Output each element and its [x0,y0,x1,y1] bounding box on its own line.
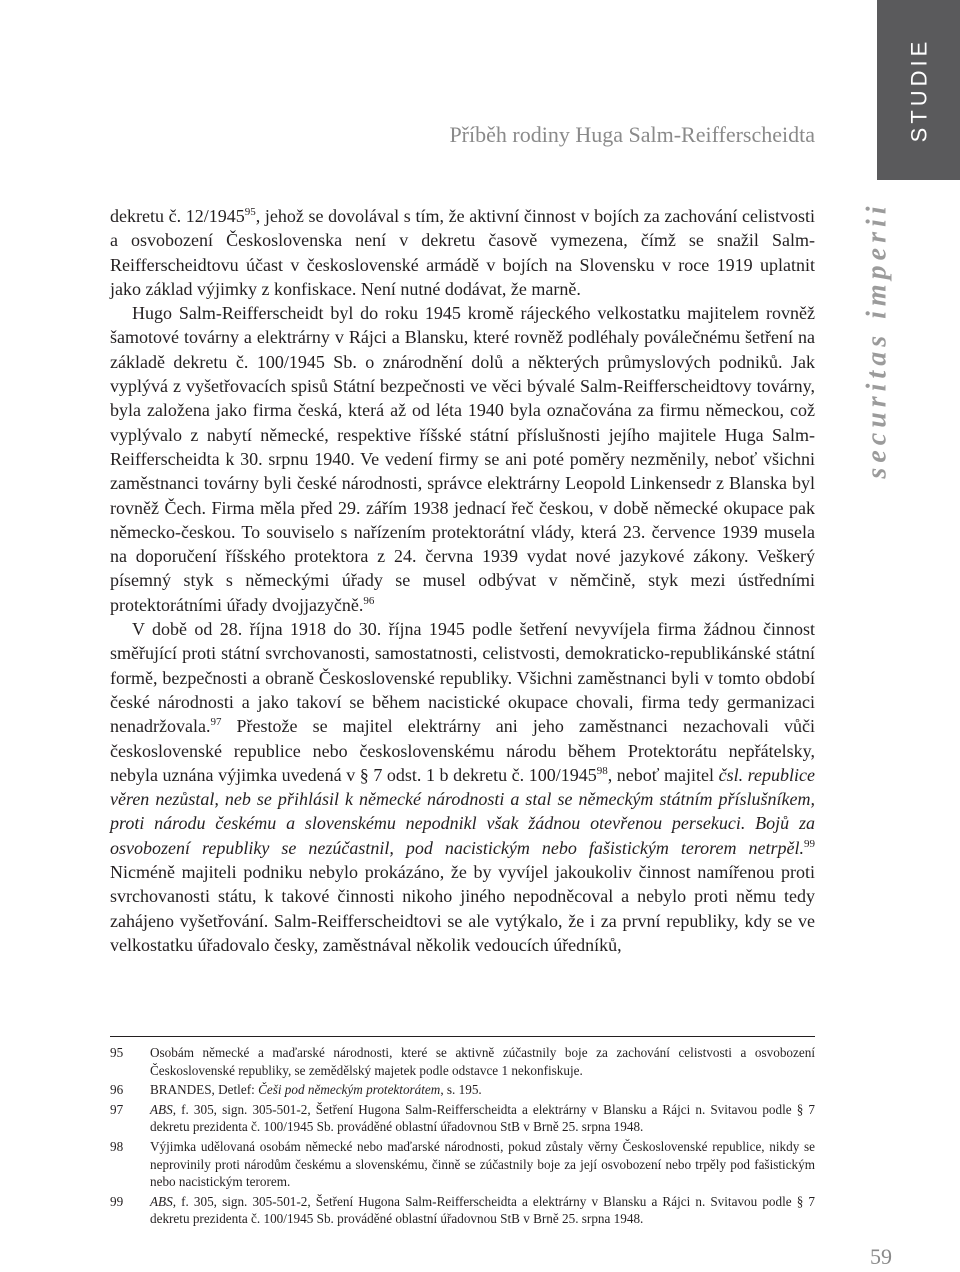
paragraph-text: dekretu č. 12/1945 [110,206,245,226]
quotation: čsl. republice věren nezůstal, neb se přihlásil k německé národnosti a stal se německým státním příslušníkem, proti národu českému a slovenskému nepodnikl však žádnou otevřenou persekuci. Bojů za osvobození republiky se nezúčastnil, pod nacistickým nebo fašistickým terorem netrpěl. [110,764,815,858]
footnote-95 [110,1044,815,1079]
footnote-text [150,1138,815,1191]
footnote-text [150,1044,815,1079]
journal-title-text: securitas imperii [862,201,893,479]
footnote-body: , f. 305, sign. 305-501-2, Šetření Hugona Salm-Reifferscheidta a elektrárny v Blansku a Rájci n. Svitavou podle § 7 dekretu prezidenta č. 100/1945 Sb. prováděné oblastní úřadovnou StB v Brně 25. srpna 1948. [150,1101,815,1135]
footnote-archive: ABS [150,1193,173,1209]
running-title: Příběh rodiny Huga Salm-Reifferscheidta [449,122,815,147]
footnote-text [150,1081,815,1099]
paragraph-text: Nicméně majiteli podniku nebylo prokázáno, že by vyvíjel jakoukoliv činnost namířenou proti svrchovanosti státu, k takové činnosti nikoho jiného nepodněcoval a nebylo proti němu tedy zahájeno vyšetřování. Salm-Reifferscheidtovi se ale vytýkalo, že i za první republiky, kdy se ve velkostatku úřadovalo česky, zaměstnával několik vedoucích úředníků, [110,862,815,955]
footnote-96 [110,1081,815,1099]
footnote-ref-95[interactable]: 95 [244,206,256,218]
footnote-number: 96 [110,1082,124,1098]
footnote-97 [110,1101,815,1136]
footnote-98 [110,1138,815,1191]
paragraph-text: Přestože se majitel elektrárny ani jeho zaměstnanci nezachovali vůči československé republice nebo československému národu během Protektorátu nepřátelsky, nebyla uznána výjimka uvedená v § 7 odst. 1 b dekretu č. 100/1945 [110,716,815,785]
footnote-text [150,1193,815,1228]
footnote-body: , s. 195. [440,1082,482,1098]
footnote-body: Osobám německé a maďarské národnosti, které se aktivně zúčastnily boje za zachování celistvosti a osvobození Československé republiky, se zemědělský majetek podle odstavce 1 nekonfiskuje. [150,1045,815,1078]
footnote-ref-99[interactable]: 99 [804,837,815,850]
footnote-body: BRANDES, Detlef: [150,1082,259,1098]
footnote-archive: ABS [150,1101,173,1117]
footnote-ref-97[interactable]: 97 [210,716,222,729]
footnote-body: , f. 305, sign. 305-501-2, Šetření Hugona Salm-Reifferscheidta a elektrárny v Blansku a Rájci n. Svitavou podle § 7 dekretu prezidenta č. 100/1945 Sb. prováděné oblastní úřadovnou StB v Brně 25. srpna 1948. [150,1193,815,1227]
footnote-book-title: Češi pod německým protektorátem [258,1082,441,1098]
footnote-body: Výjimka udělovaná osobám německé nebo maďarské národnosti, pokud zůstaly věrny Československé republice, nikdy se neprovinily proti národům českému a slovenskému, činně se zúčastnily boje za její osvobození nebo trpěly pod fašistickým nebo nacistickým terorem. [150,1138,815,1190]
paragraph-3 [110,617,815,957]
footnote-text [150,1101,815,1136]
section-label-text: STUDIE [906,37,931,143]
footnote-number: 99 [110,1193,124,1209]
paragraph-2 [110,301,815,617]
journal-title [848,190,908,490]
footnote-number: 95 [110,1045,124,1060]
footnote-ref-96[interactable]: 96 [363,594,375,607]
paragraph-text: , jehož se dovolával s tím, že aktivní činnost v bojích za zachování celistvosti a osvobození Československa není v dekretu časově vymezena, čímž se snažil Salm-Reifferscheidtovu účast v československé armádě v bojích na Slovensku v roce 1919 uplatnit jako základ výjimky z konfiskace. Není nutné dodávat, že marně. [110,206,815,299]
page-number: 59 [870,1244,892,1269]
paragraph-text: Hugo Salm-Reifferscheidt byl do roku 1945 kromě rájeckého velkostatku majitelem rovněž šamotové továrny a elektrárny v Rájci a Blansku, které rovněž podléhaly poválečnému šetření na základě dekretu č. 100/1945 Sb. o znárodnění dolů a některých průmyslových podniků. Jak vyplývá z vyšetřovacích spisů Státní bezpečnosti ve věci bývalé Salm-Reifferscheidtovy továrny, byla založena jako firma česká, která až od léta 1940 byla označována za firmu německou, což vyplývalo z nabytí německé, respektive říšské státní příslušnosti jejího majitele Huga Salm-Reifferscheidta k 30. srpnu 1940. Ve vedení firmy se ani poté poměry nezměnily, neboť všichni zaměstnanci továrny byli české národnosti, správce elektrárny Leopold Linkensedr z Blanska byl rovněž Čech. Firma měla před 29. zářím 1938 jednací řeč českou, v době německé okupace pak německo-českou. To souviselo s nařízením protektorátní vlády, která 23. července 1939 musela na doporučení říšského protektora z 24. června 1939 vydat nové jazykové zákony. Veškerý písemný styk s německými úřady se musel odbývat v němčině, styk mezi ústředními protektorátními úřady dvojjazyčně. [110,303,815,615]
footnote-99 [110,1193,815,1228]
footnote-number: 97 [110,1101,124,1117]
footnotes [110,1044,815,1230]
footnote-divider [110,1036,815,1037]
footnote-number: 98 [110,1138,124,1154]
section-label [878,0,960,180]
footnote-ref-98[interactable]: 98 [596,764,608,777]
paragraph-text: , neboť majitel [607,764,719,785]
main-text [110,204,815,957]
paragraph-1 [110,204,815,301]
paragraph-text: V době od 28. října 1918 do 30. října 1945 podle šetření nevyvíjela firma žádnou činnost směřující proti státní svrchovanosti, samostatnosti, celistvosti, demokraticko-republikánské státní formě, bezpečnosti a obraně Československé republiky. Všichni zaměstnanci byli v tomto období české národnosti a jako takoví se během nacistické okupace chovali, firma tedy germanizaci nenadržovala. [110,619,815,737]
